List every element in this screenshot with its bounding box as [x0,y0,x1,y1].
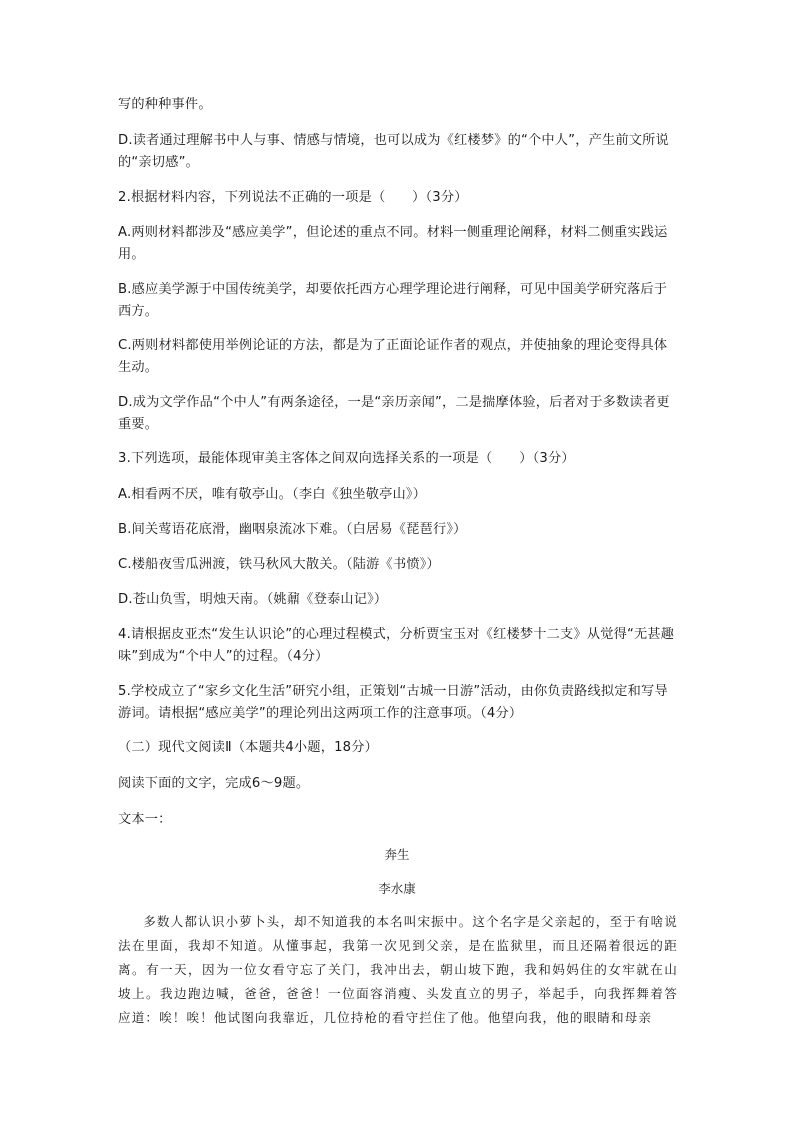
story-body: 多数人都认识小萝卜头，却不知道我的本名叫宋振中。这个名字是父亲起的，至于有啥说法在里面，我却不知道。从懂事起，我第一次见到父亲，是在监狱里，而且还隔着很远的距离。有一天，因为一位女看守忘了关门，我冲出去，朝山坡下跑，我和妈妈住的女牢就在山坡上。我边跑边喊，爸爸，爸爸！一位面容消瘦、头发直立的男子，举起手，向我挥舞着答应道：唉！唉！他试图向我靠近，几位持枪的看守拦住了他。他望向我，他的眼睛和母亲 [118,914,678,1025]
section-heading: （二）现代文阅读Ⅱ（本题共4小题，18分） [118,740,379,755]
text-one-label: 文本一： [118,812,172,827]
option-d-q2: D.成为文学作品“个中人”有两条途径，一是“亲历亲闻”，二是揣摩体验，后者对于多数读者更重要。 [118,395,670,432]
option-c-q2: C.两则材料都使用举例论证的方法，都是为了正面论证作者的观点，并使抽象的理论变得具体生动。 [118,338,668,375]
question-5: 5.学校成立了“家乡文化生活”研究小组，正策划“古城一日游”活动，由你负责路线拟定和写导游词。请根据“感应美学”的理论列出这两项工作的注意事项。（4分） [118,684,668,721]
question-2: 2.根据材料内容，下列说法不正确的一项是（ ）（3分） [118,190,468,205]
question-3: 3.下列选项，最能体现审美主客体之间双向选择关系的一项是（ ）（3分） [118,451,575,466]
story-author: 李水康 [378,881,416,896]
option-a-q3: A.相看两不厌，唯有敬亭山。（李白《独坐敬亭山》） [118,487,427,502]
reading-instruction: 阅读下面的文字，完成6～9题。 [118,776,310,791]
option-d-q3: D.苍山负雪，明烛天南。（姚鼐《登泰山记》） [118,592,388,607]
option-b-q2: B.感应美学源于中国传统美学，却要依托西方心理学理论进行阐释，可见中国美学研究落后于西方。 [118,282,668,319]
option-c-q3: C.楼船夜雪瓜洲渡，铁马秋风大散关。（陆游《书愤》） [118,557,440,572]
question-4: 4.请根据皮亚杰“发生认识论”的心理过程模式，分析贾宝玉对《红楼梦十二支》从觉得“无甚趣味”到成为“个中人”的过程。（4分） [118,627,675,664]
option-b-q3: B.间关莺语花底滑，幽咽泉流冰下难。（白居易《琵琶行》） [118,522,467,537]
story-title: 奔生 [384,847,410,862]
option-a-q2: A.两则材料都涉及“感应美学”，但论述的重点不同。材料一侧重理论阐释，材料二侧重实践运用。 [118,225,668,262]
paragraph-continuation: 写的种种事件。 [118,97,212,112]
option-d-q1: D.读者通过理解书中人与事、情感与情境，也可以成为《红楼梦》的“个中人”，产生前文所说的“亲切感”。 [118,133,669,170]
